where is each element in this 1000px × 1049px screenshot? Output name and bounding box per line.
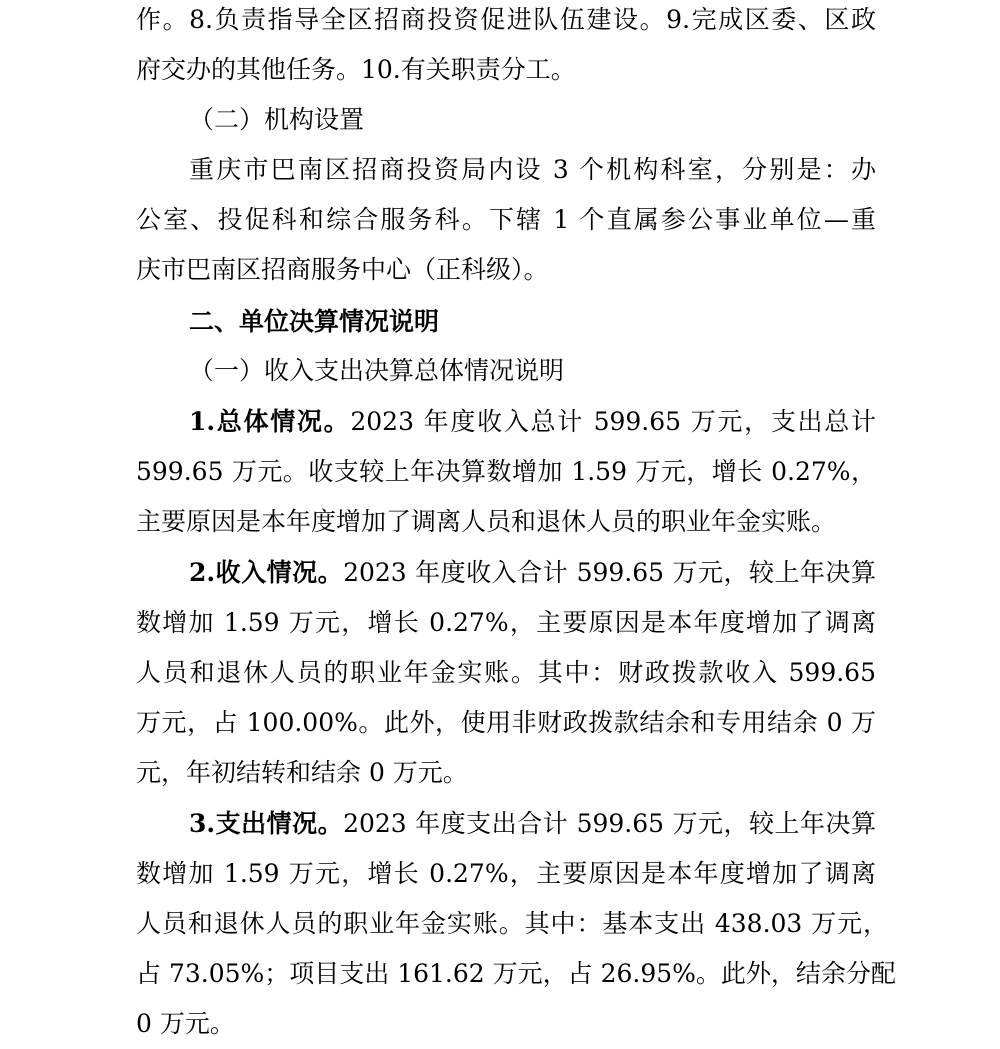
- text-line: 0 万元。: [136, 1009, 235, 1038]
- paragraph-first-line: [189, 397, 876, 447]
- text-line: 数增加 1.59 万元，增长 0.27%，主要原因是本年度增加了调离: [136, 608, 876, 637]
- paragraph-text: 2023 年度收入总计 599.65 万元，支出总计: [350, 407, 876, 436]
- text-line: 主要原因是本年度增加了调离人员和退休人员的职业年金实账。: [136, 507, 837, 536]
- paragraph-text: 2023 年度收入合计 599.65 万元，较上年决算: [343, 558, 876, 587]
- text-line: 作。8.负责指导全区招商投资促进队伍建设。9.完成区委、区政: [136, 5, 876, 34]
- paragraph-first-line: [189, 548, 876, 598]
- section-heading: 二、单位决算情况说明: [189, 307, 440, 336]
- paragraph-first-line: [189, 799, 876, 849]
- text-line: 599.65 万元。收支较上年决算数增加 1.59 万元，增长 0.27%，: [136, 457, 876, 486]
- text-line: 人员和退休人员的职业年金实账。其中：财政拨款收入 599.65: [136, 658, 876, 687]
- text-line: 数增加 1.59 万元，增长 0.27%，主要原因是本年度增加了调离: [136, 859, 876, 888]
- text-line: 元，年初结转和结余 0 万元。: [136, 758, 468, 787]
- text-line: 庆市巴南区招商服务中心（正科级）。: [136, 255, 549, 284]
- text-line: 人员和退休人员的职业年金实账。其中：基本支出 438.03 万元，: [136, 909, 888, 938]
- section-subheading: （一）收入支出决算总体情况说明: [189, 356, 565, 385]
- text-line: 占 73.05%；项目支出 161.62 万元，占 26.95%。此外，结余分配: [136, 959, 896, 988]
- text-line: 重庆市巴南区招商投资局内设 3 个机构科室，分别是：办: [189, 155, 876, 184]
- text-line: 府交办的其他任务。10.有关职责分工。: [136, 55, 576, 84]
- section-subheading: （二）机构设置: [189, 105, 365, 134]
- text-line: 万元，占 100.00%。此外，使用非财政拨款结余和专用结余 0 万: [136, 708, 876, 737]
- paragraph-text: 2023 年度支出合计 599.65 万元，较上年决算: [343, 809, 876, 838]
- paragraph-heading: 2.收入情况。: [189, 558, 344, 587]
- paragraph-heading: 3.支出情况。: [189, 809, 344, 838]
- paragraph-heading: 1.总体情况。: [189, 407, 351, 436]
- text-line: 公室、投促科和综合服务科。下辖 1 个直属参公事业单位—重: [136, 205, 876, 234]
